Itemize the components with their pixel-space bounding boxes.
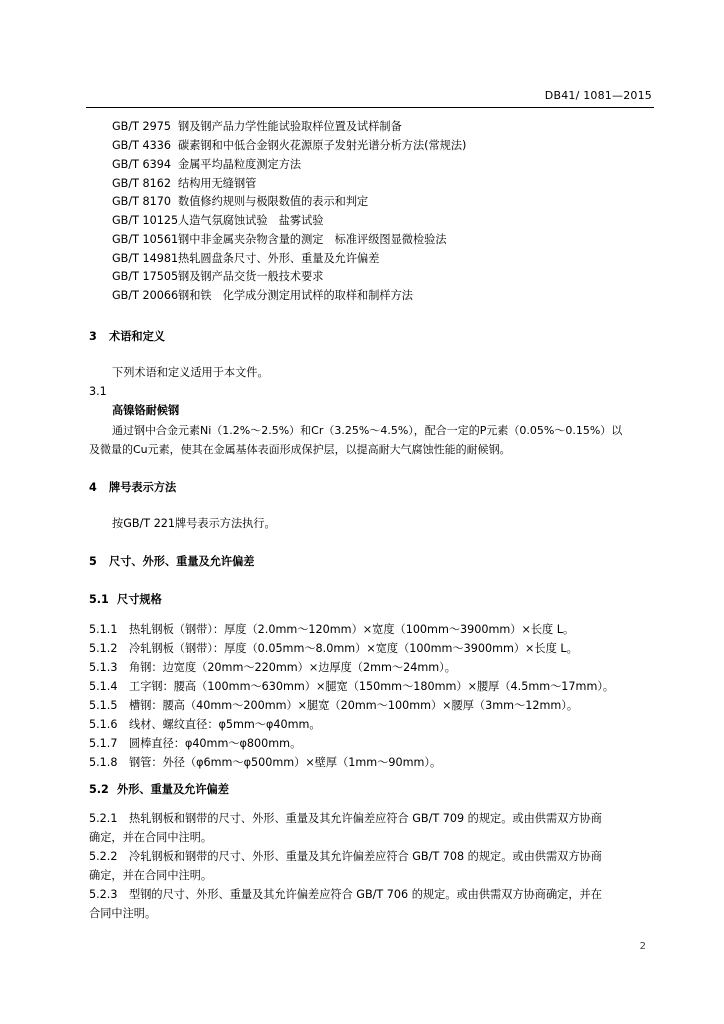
clause-item: [89, 623, 574, 637]
subsection-heading: [89, 593, 162, 607]
clause-text-continuation: 确定，并在合同中注明。: [89, 831, 213, 844]
section-title: 尺寸、外形、重量及允许偏差: [109, 555, 255, 568]
reference-item: [112, 177, 256, 191]
section-number: 3: [89, 330, 97, 343]
reference-code: GB/T 8162: [112, 177, 171, 190]
section-heading: [89, 330, 165, 344]
clause-number: 5.1.3: [89, 661, 118, 674]
section-number: 4: [89, 481, 97, 494]
reference-item: [112, 233, 447, 247]
reference-title: 结构用无缝钢管: [178, 177, 257, 190]
clause-item: [89, 699, 578, 713]
document-number: DB41/ 1081—2015: [544, 89, 652, 102]
clause-item: [89, 661, 456, 675]
reference-code: GB/T 17505: [112, 270, 179, 283]
reference-code: GB/T 10125: [112, 214, 179, 227]
reference-title: 人造气氛腐蚀试验 盐雾试验: [178, 214, 324, 227]
clause-number: 5.2.3: [89, 888, 118, 901]
term-name: 高镍铬耐候钢: [112, 404, 180, 417]
section-title: 术语和定义: [109, 330, 165, 343]
subsection-heading: [89, 783, 229, 797]
reference-code: GB/T 6394: [112, 158, 171, 171]
clause-item: [89, 642, 578, 656]
reference-item: [112, 289, 413, 303]
clause-text: 冷轧钢板和钢带的尺寸、外形、重量及其允许偏差应符合 GB/T 708 的规定。或由供需双方协商: [129, 850, 602, 863]
reference-title: 钢及钢产品力学性能试验取样位置及试样制备: [178, 120, 402, 133]
reference-item: [112, 195, 368, 209]
clause-text: 圆棒直径：φ40mm～φ800mm。: [129, 737, 302, 750]
reference-item: [112, 270, 323, 284]
clause-item: [89, 718, 321, 732]
subsection-title: 尺寸规格: [117, 593, 162, 606]
clause-text: 槽钢：腰高（40mm～200mm）×腿宽（20mm～100mm）×腰厚（3mm～12mm）。: [129, 699, 579, 712]
reference-title: 碳素钢和中低合金钢火花源原子发射光谱分析方法(常规法): [178, 139, 467, 152]
clause-item: [89, 812, 602, 826]
subsection-title: 外形、重量及允许偏差: [117, 783, 229, 796]
clause-text-continuation: 确定，并在合同中注明。: [89, 869, 213, 882]
reference-title: 钢及钢产品交货一般技术要求: [178, 270, 324, 283]
clause-text: 角钢：边宽度（20mm～220mm）×边厚度（2mm～24mm）。: [129, 661, 456, 674]
reference-item: [112, 214, 323, 228]
clause-number: 5.1.8: [89, 756, 118, 769]
reference-code: GB/T 20066: [112, 289, 179, 302]
clause-text-continuation: 合同中注明。: [89, 907, 157, 920]
clause-text: 热轧钢板（钢带）：厚度（2.0mm～120mm）×宽度（100mm～3900mm）×长度 L。: [129, 623, 575, 636]
reference-code: GB/T 10561: [112, 233, 179, 246]
reference-code: GB/T 14981: [112, 252, 179, 265]
clause-item: [89, 680, 614, 694]
clause-item: [89, 756, 441, 770]
section-number: 5: [89, 555, 97, 568]
clause-number: 5.2.1: [89, 812, 118, 825]
clause-number: 5.1.1: [89, 623, 118, 636]
reference-title: 钢中非金属夹杂物含量的测定 标准评级图显微检验法: [178, 233, 447, 246]
term-definition-line: 通过钢中合金元素Ni（1.2%～2.5%）和Cr（3.25%～4.5%），配合一定的P元素（0.05%～0.15%）以: [112, 424, 623, 437]
reference-title: 数值修约规则与极限数值的表示和判定: [178, 195, 369, 208]
clause-text: 冷轧钢板（钢带）：厚度（0.05mm～8.0mm）×宽度（100mm～3900mm）×长度 L。: [129, 642, 578, 655]
clause-text: 工字钢：腰高（100mm～630mm）×腿宽（150mm～180mm）×腰厚（4.5mm～17mm）。: [129, 680, 615, 693]
reference-item: [112, 158, 301, 172]
section-text: 按GB/T 221牌号表示方法执行。: [112, 517, 276, 530]
reference-item: [112, 252, 379, 266]
section-heading: [89, 481, 176, 495]
reference-item: [112, 139, 466, 153]
clause-text: 热轧钢板和钢带的尺寸、外形、重量及其允许偏差应符合 GB/T 709 的规定。或由供需双方协商: [129, 812, 602, 825]
clause-item: [89, 888, 602, 902]
header-rule: [86, 107, 654, 108]
clause-number: 5.1.4: [89, 680, 118, 693]
subsection-number: 5.1: [89, 593, 109, 606]
term-number: 3.1: [89, 385, 107, 398]
reference-code: GB/T 2975: [112, 120, 171, 133]
reference-title: 钢和铁 化学成分测定用试样的取样和制样方法: [178, 289, 413, 302]
reference-code: GB/T 8170: [112, 195, 171, 208]
clause-text: 钢管：外径（φ6mm～φ500mm）×壁厚（1mm～90mm）。: [129, 756, 442, 769]
reference-code: GB/T 4336: [112, 139, 171, 152]
clause-number: 5.1.5: [89, 699, 118, 712]
clause-text: 线材、螺纹直径：φ5mm～φ40mm。: [129, 718, 321, 731]
section-intro: 下列术语和定义适用于本文件。: [112, 366, 269, 379]
reference-title: 金属平均晶粒度测定方法: [178, 158, 302, 171]
clause-text: 型钢的尺寸、外形、重量及其允许偏差应符合 GB/T 706 的规定。或由供需双方协商确定，并在: [129, 888, 602, 901]
clause-number: 5.1.7: [89, 737, 118, 750]
reference-item: [112, 120, 402, 134]
subsection-number: 5.2: [89, 783, 109, 796]
clause-item: [89, 737, 301, 751]
term-definition-line: 及微量的Cu元素，使其在金属基体表面形成保护层，以提高耐大气腐蚀性能的耐候钢。: [89, 443, 511, 456]
section-heading: [89, 555, 254, 569]
page-number: 2: [639, 941, 646, 952]
clause-number: 5.1.2: [89, 642, 118, 655]
clause-item: [89, 850, 602, 864]
section-title: 牌号表示方法: [109, 481, 177, 494]
clause-number: 5.1.6: [89, 718, 118, 731]
reference-title: 热轧圆盘条尺寸、外形、重量及允许偏差: [178, 252, 380, 265]
clause-number: 5.2.2: [89, 850, 118, 863]
